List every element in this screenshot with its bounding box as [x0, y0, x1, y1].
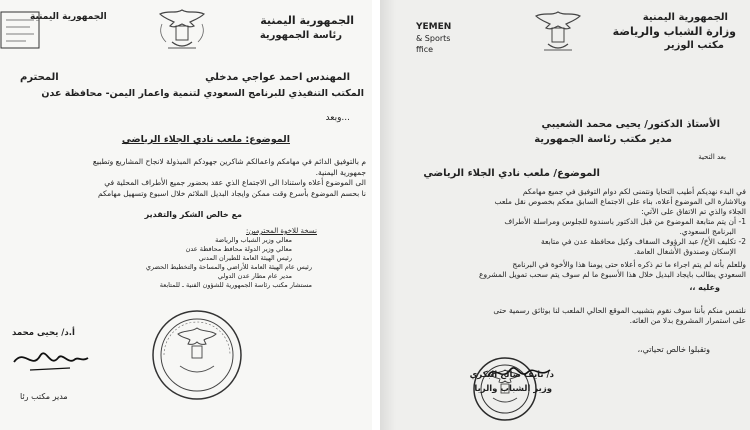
letter-ministry-of-youth: [380, 0, 750, 430]
body-line-6: 2- تكليف الأخ/ عبد الرؤوف السقاف وكيل محافظة عدن في متابعة: [541, 237, 746, 246]
scan-shadow: [380, 0, 396, 430]
signer-title: مدير مكتب رئا: [20, 392, 68, 401]
body-line-3: الى الموضوع أعلاه واستنادا الى الاجتماع الذي عقد بحضور جميع الأطراف المحلية في: [104, 178, 366, 187]
recipient-title: المحترم: [20, 72, 59, 83]
cc-item: معالي وزير الدولة محافظ محافظة عدن: [185, 245, 292, 253]
cc-item: مدير عام مطار عدن الدولي: [217, 272, 292, 280]
signer-name: أ.د/ يحيى محمد: [12, 328, 75, 338]
recipient-name: المهندس احمد عواجي مدخلي: [205, 72, 350, 83]
body-line-3: الجلاء والذي تم الاتفاق على الآتي:: [641, 207, 746, 216]
body-line-4: 1- أن يتم متابعة الموضوع من قبل الدكتور باسندوة للجلوس ومراسلة الأطراف: [504, 217, 746, 226]
header-ar-line2: وزارة الشباب والرياضة: [612, 25, 736, 38]
body-line-10: وعليه ،،: [689, 283, 720, 292]
handwritten-note-icon: [0, 10, 42, 52]
body-line-2: جمهورية اليمنية.: [315, 168, 366, 177]
header-ar-line1: الجمهورية اليمنية: [642, 12, 728, 23]
after-greeting: بعد التحية: [698, 153, 726, 161]
header-country: الجمهورية اليمنية: [260, 14, 354, 27]
official-seal-icon: [150, 308, 244, 402]
cc-item: مستشار مكتب رئاسة الجمهورية للشؤون الفنية ـ للمتابعة: [159, 281, 312, 289]
body-line-4: نا بحسم الموضوع بأسرع وقت ممكن وايجاد البديل الملائم خلال اسبوع وتسهيل مهامكم: [97, 189, 366, 198]
header-left-country: الجمهورية اليمنية: [30, 12, 107, 22]
yemen-emblem-icon: [150, 4, 214, 56]
subject-line: الموضوع/ ملعب نادي الجلاء الرياضي: [423, 168, 600, 179]
letter-presidential-office: [0, 0, 372, 430]
subject-line: الموضوع: ملعب نادي الجلاء الرياضي: [121, 134, 290, 145]
recipient-name: الأستاذ الدكتور/ يحيى محمد الشعيبي: [541, 119, 720, 130]
header-ar-line3: مكتب الوزير: [664, 40, 724, 51]
header-en-line3: ffice: [416, 45, 434, 54]
header-office: رئاسة الجمهورية: [259, 30, 342, 41]
page-gap: [372, 0, 380, 430]
request-line-1: نلتمس منكم بأننا سوف نقوم بتشبيب الموقع الحالي الملعب لنا بوثائق رسمية حتى: [493, 306, 746, 315]
body-line-8: وللعلم بأنه لم يتم اجراء ما تم ذكره أعلاه حتى يومنا هذا والأخوة في البرنامج: [512, 260, 746, 269]
cc-item: معالي وزير الشباب والرياضة: [215, 236, 292, 244]
header-en-line2: & Sports: [416, 34, 451, 43]
recipient-title: مدير مكتب رئاسة الجمهورية: [534, 134, 672, 145]
body-line-1: في البدء نهديكم أطيب التحايا ونتمنى لكم دوام التوفيق في جميع مهامكم: [522, 187, 746, 196]
body-line-9: السعودي يطالب بايجاد البديل خلال هذا الأسبوع ما لم سوف يتم سحب تمويل المشروع: [478, 270, 746, 279]
closing: وتقبلوا خالص تحياتي،،: [637, 345, 710, 354]
cc-title: نسخة للاخوة المحترمين:: [245, 227, 317, 235]
signature-icon: [10, 340, 90, 380]
signer-name: د/ نايف صالح البكري: [469, 370, 554, 380]
cc-item: رئيس الهيئة العامة للطيران المدني: [198, 254, 292, 262]
cc-item: رئيس عام الهيئة العامة للأراضي والمساحة والتخطيط الحضري: [145, 263, 312, 271]
body-line-7: الإسكان وصندوق الأشغال العامة.: [633, 247, 736, 256]
body-line-2: وبالاشارة الى الموضوع أعلاه، بناء على الاجتماع السابق معكم بخصوص نقل ملعب: [494, 197, 746, 206]
body-line-5: البرنامج السعودي.: [679, 227, 736, 236]
greeting: ...وبعد: [325, 113, 350, 123]
body-line-1: م بالتوفيق الدائم في مهامكم واعمالكم شاكرين جهودكم المبذولة لانجاح المشاريع وتطبيع: [92, 157, 366, 166]
request-line-2: على استمرار المشروع بدلا من الغائه.: [629, 316, 746, 325]
yemen-emblem-icon: [528, 6, 588, 60]
header-en-line1: YEMEN: [416, 22, 452, 32]
closing: مع خالص الشكر والتقدير: [144, 210, 242, 219]
recipient-line2: المكتب التنفيذي للبرنامج السعودي لتنمية واعمار اليمن- محافظة عدن: [41, 88, 364, 99]
signer-title: وزير الشباب والريا: [474, 384, 552, 394]
